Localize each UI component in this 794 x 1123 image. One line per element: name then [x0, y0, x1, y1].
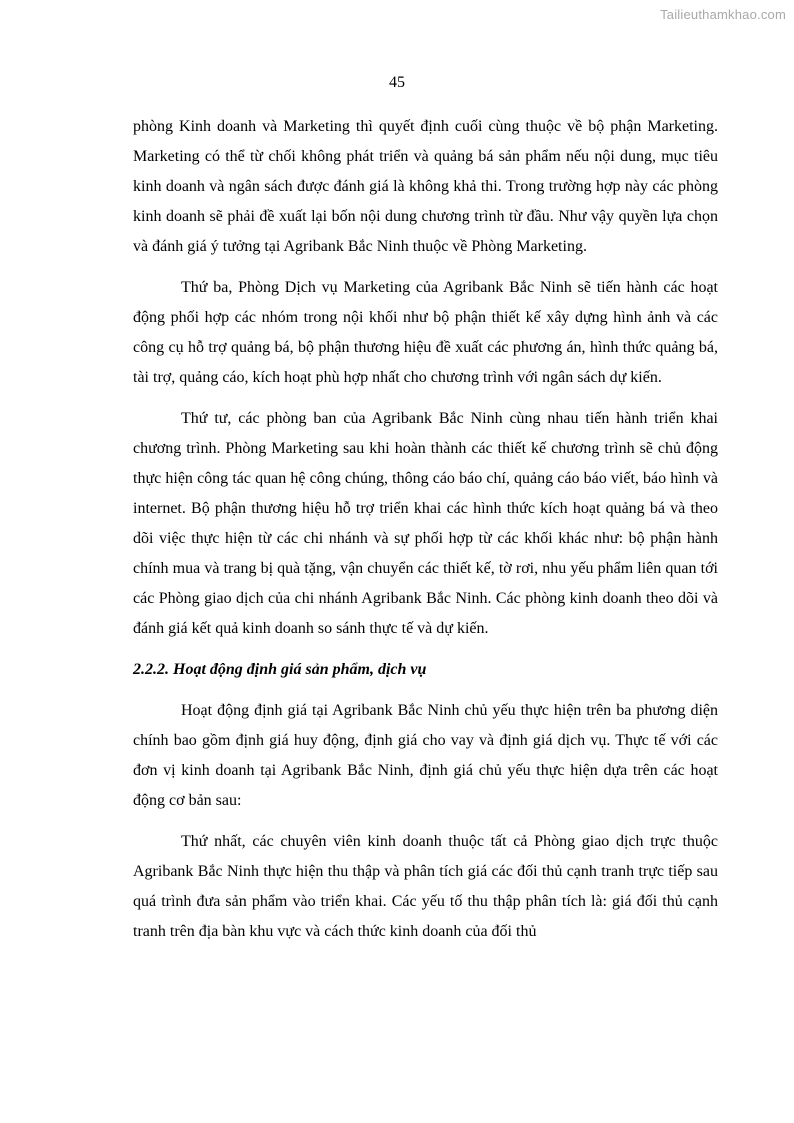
- paragraph-pricing-intro: Hoạt động định giá tại Agribank Bắc Ninh chủ yếu thực hiện trên ba phương diện chính bao gồm định giá huy động, định giá cho vay và định giá dịch vụ. Thực tế với các đơn vị kinh doanh tại Agribank Bắc Ninh, định giá chủ yếu thực hiện dựa trên các hoạt động cơ bản sau:: [133, 702, 718, 809]
- section-heading: 2.2.2. Hoạt động định giá sản phẩm, dịch vụ: [133, 661, 427, 678]
- page-number: 45: [389, 74, 405, 91]
- paragraph-pricing-first: Thứ nhất, các chuyên viên kinh doanh thuộc tất cả Phòng giao dịch trực thuộc Agribank Bắc Ninh thực hiện thu thập và phân tích giá các đối thủ cạnh tranh trực tiếp sau quá trình đưa sản phẩm vào triển khai. Các yếu tố thu thập phân tích là: giá đối thủ cạnh tranh trên địa bàn khu vực và cách thức kinh doanh của đối thủ: [133, 833, 718, 940]
- watermark-text: Tailieuthamkhao.com: [660, 7, 786, 22]
- paragraph-fourth-step: Thứ tư, các phòng ban của Agribank Bắc Ninh cùng nhau tiến hành triển khai chương trình. Phòng Marketing sau khi hoàn thành các thiết kế chương trình sẽ chủ động thực hiện công tác quan hệ công chúng, thông cáo báo chí, quảng cáo báo viết, báo hình và internet. Bộ phận thương hiệu hỗ trợ triển khai các hình thức kích hoạt quảng bá và theo dõi việc thực hiện từ các chi nhánh và sự phối hợp từ các khối khác như: bộ phận hành chính mua và trang bị quà tặng, vận chuyển các thiết kế, tờ rơi, nhu yếu phẩm liên quan tới các Phòng giao dịch của chi nhánh Agribank Bắc Ninh. Các phòng kinh doanh theo dõi và đánh giá kết quả kinh doanh so sánh thực tế và dự kiến.: [133, 410, 718, 637]
- paragraph-continuation: phòng Kinh doanh và Marketing thì quyết định cuối cùng thuộc về bộ phận Marketing. Marketing có thể từ chối không phát triển và quảng bá sản phẩm nếu nội dung, mục tiêu kinh doanh và ngân sách được đánh giá là không khả thi. Trong trường hợp này các phòng kinh doanh sẽ phải đề xuất lại bốn nội dung chương trình từ đầu. Như vậy quyền lựa chọn và đánh giá ý tưởng tại Agribank Bắc Ninh thuộc về Phòng Marketing.: [133, 118, 718, 255]
- paragraph-third-step: Thứ ba, Phòng Dịch vụ Marketing của Agribank Bắc Ninh sẽ tiến hành các hoạt động phối hợp các nhóm trong nội khối như bộ phận thiết kế xây dựng hình ảnh và các công cụ hỗ trợ quảng bá, bộ phận thương hiệu đề xuất các phương án, hình thức quảng bá, tài trợ, quảng cáo, kích hoạt phù hợp nhất cho chương trình với ngân sách dự kiến.: [133, 279, 718, 386]
- document-body: [133, 112, 718, 958]
